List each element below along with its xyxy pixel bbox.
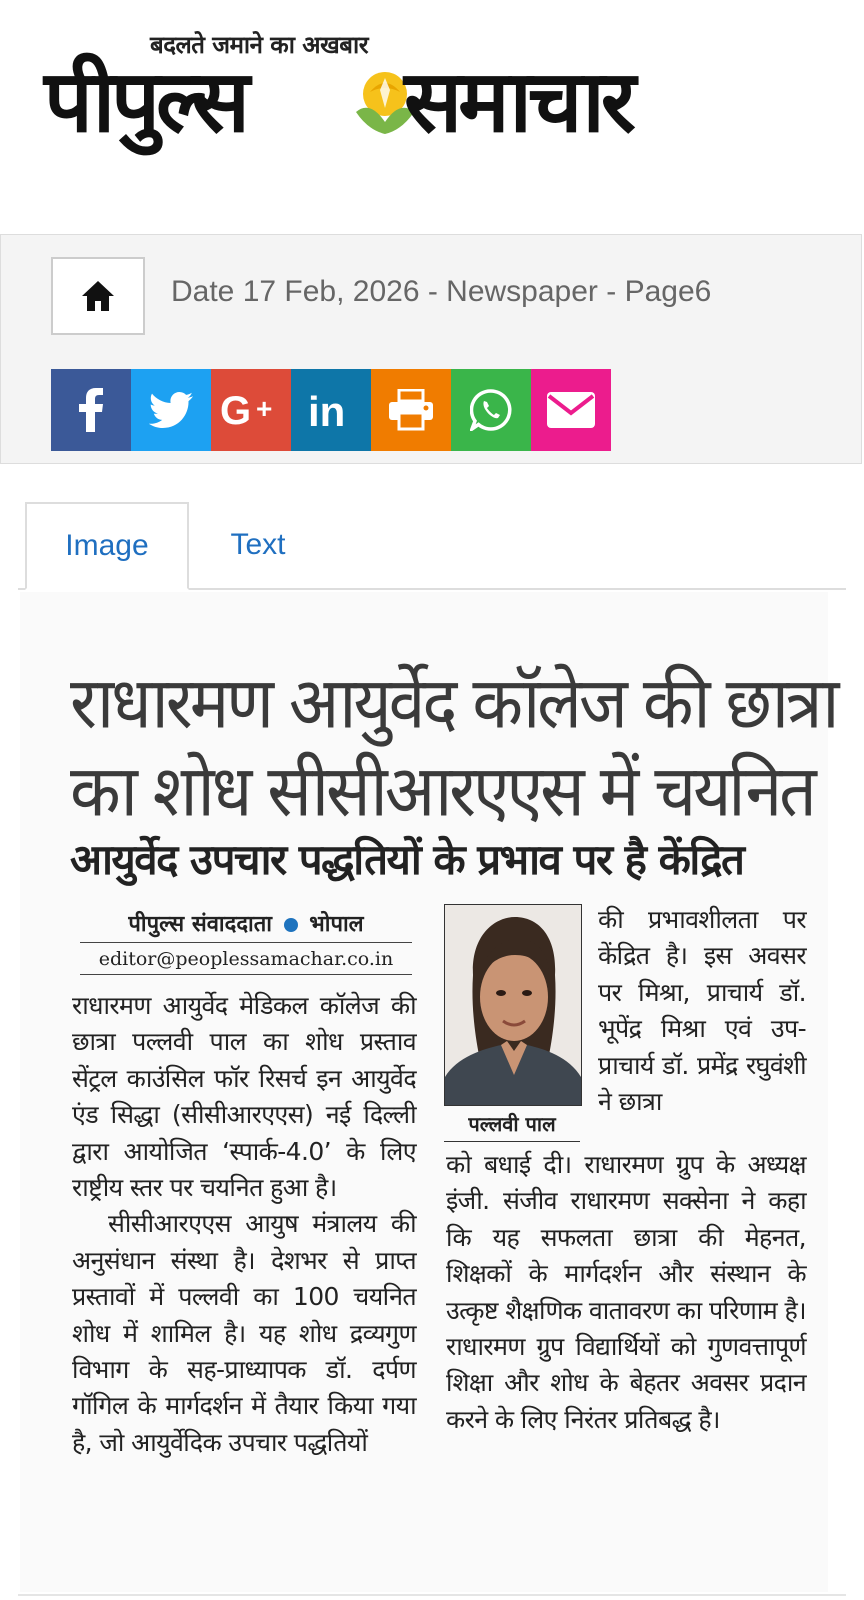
linkedin-share-button[interactable]: [291, 369, 371, 451]
article-email: editor@peoplessamachar.co.in: [80, 948, 412, 975]
svg-text:G: G: [220, 390, 252, 430]
article-headline-line-2: का शोध सीसीआरएएस में चयनित: [70, 749, 814, 833]
whatsapp-icon: [470, 389, 512, 431]
article-paragraph-2: सीसीआरएएस आयुष मंत्रालय की अनुसंधान संस्था है। देशभर से प्राप्त प्रस्तावों में पल्लवी का 100 चयनित शोध में शामिल है। यह शोध द्रव्यगुण विभाग के सह-प्राध्यापक डॉ. दर्पण गॉगिल के मार्गदर्शन में तैयार किया गया है, जो आयुर्वेदिक उपचार पद्धतियों: [72, 1209, 416, 1457]
photo-caption: पल्लवी पाल: [444, 1110, 580, 1142]
article-paragraph-3-intro: की प्रभावशीलता पर केंद्रित है। इस अवसर पर मिश्रा, प्राचार्य डॉ. भूपेंद्र मिश्रा एवं उप-प्राचार्य डॉ. प्रमेंद्र रघुवंशी ने छात्रा: [598, 905, 806, 1117]
article-paragraph-3-rest: को बधाई दी। राधारमण ग्रुप के अध्यक्ष इंजी. संजीव राधारमण सक्सेना ने कहा कि यह सफलता छात्रा की मेहनत, शिक्षकों के मार्गदर्शन और संस्थान के उत्कृष्ट शैक्षणिक वातावरण का परिणाम है। राधारमण ग्रुप विद्यार्थियों को गुणवत्तापूर्ण शिक्षा और शोध के बेहतर अवसर प्रदान करने के लिए निरंतर प्रतिबद्ध है।: [446, 1150, 806, 1434]
home-button[interactable]: [51, 257, 145, 335]
logo-text-left: पीपुल्स: [44, 52, 246, 152]
whatsapp-share-button[interactable]: [451, 369, 531, 451]
newspaper-clipping: [20, 592, 837, 1592]
byline-place: भोपाल: [309, 911, 364, 937]
twitter-icon: [149, 392, 193, 428]
google-plus-icon: [220, 390, 282, 430]
article-byline: [80, 908, 412, 943]
toolbar-panel: [0, 234, 862, 464]
article-photo: [444, 904, 582, 1106]
masthead-tagline: बदलते जमाने का अखबार: [150, 31, 369, 59]
linkedin-icon: [308, 390, 354, 430]
svg-text:+: +: [256, 393, 273, 424]
breadcrumb: Date 17 Feb, 2026 - Newspaper - Page6: [171, 275, 712, 308]
article-column-left: [72, 988, 416, 1461]
bottom-divider: [18, 1594, 846, 1596]
print-share-button[interactable]: [371, 369, 451, 451]
byline-dot-icon: [284, 918, 298, 932]
tab-image[interactable]: Image: [25, 502, 189, 590]
google-plus-share-button[interactable]: [211, 369, 291, 451]
article-subheadline: आयुर्वेद उपचार पद्धतियों के प्रभाव पर है केंद्रित: [70, 835, 744, 884]
byline-source: पीपुल्स संवाददाता: [128, 911, 272, 937]
article-headline-line-1: राधारमण आयुर्वेद कॉलेज की छात्रा: [70, 661, 837, 745]
email-icon: [546, 391, 596, 429]
logo-text-right: समाचार: [404, 52, 632, 152]
masthead: [0, 0, 864, 232]
print-icon: [388, 389, 434, 431]
portrait-photo: [445, 905, 581, 1105]
share-buttons: [51, 369, 611, 451]
svg-text:in: in: [308, 390, 346, 430]
article-paragraph-1: राधारमण आयुर्वेद मेडिकल कॉलेज की छात्रा पल्लवी पाल का शोध प्रस्ताव सेंट्रल काउंसिल फॉर रिसर्च इन आयुर्वेद एंड सिद्धा (सीसीआरएएस) नई दिल्ली द्वारा आयोजित ‘स्पार्क-4.0’ के लिए राष्ट्रीय स्तर पर चयनित हुआ है।: [72, 991, 416, 1203]
facebook-share-button[interactable]: [51, 369, 131, 451]
twitter-share-button[interactable]: [131, 369, 211, 451]
view-tabs: [18, 502, 846, 590]
home-icon: [80, 279, 116, 313]
email-share-button[interactable]: [531, 369, 611, 451]
tab-text[interactable]: Text: [230, 528, 286, 561]
facebook-icon: [78, 388, 104, 432]
